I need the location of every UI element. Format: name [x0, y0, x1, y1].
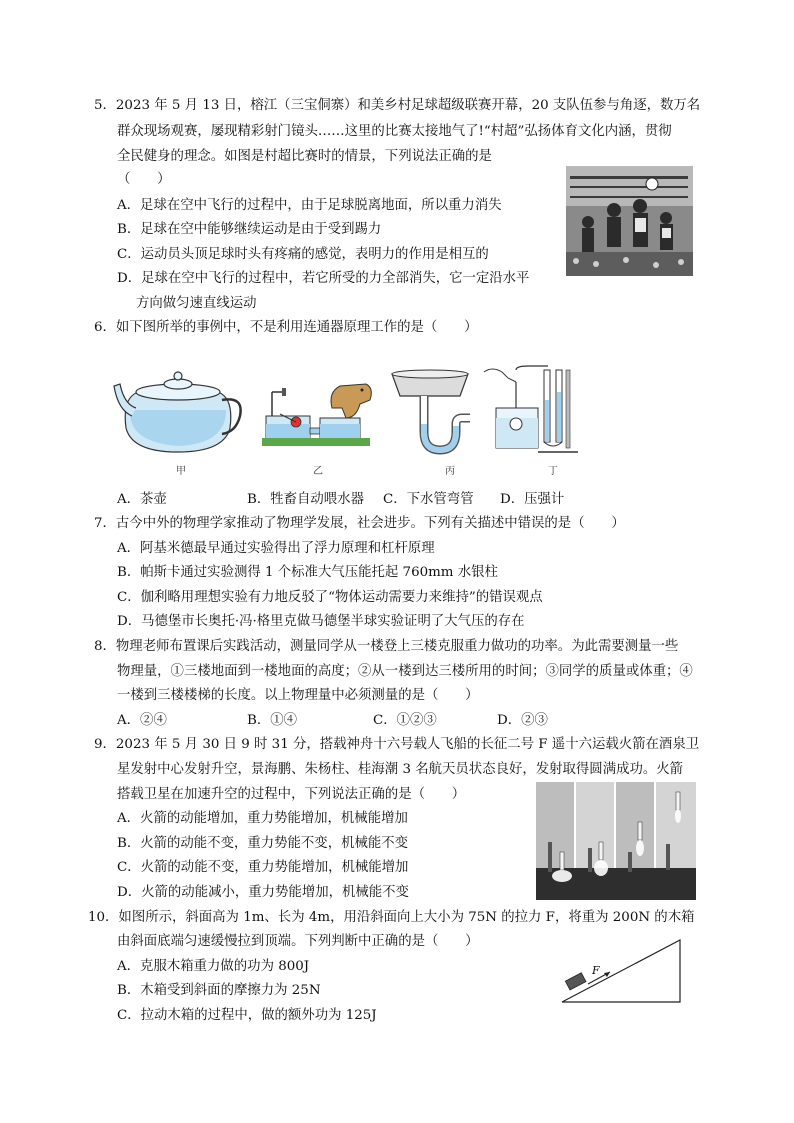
figure-caption-bing: 丙 [445, 466, 455, 477]
q8-option-a[interactable]: A．②④ [117, 713, 167, 728]
q5-option-d-cont: 方向做匀速直线运动 [136, 296, 257, 311]
rocket-launch-photo [536, 782, 696, 900]
q5-answer-blank: （ ） [117, 172, 171, 187]
q9-option-d[interactable]: D．火箭的动能减小，重力势能增加，机械能不变 [117, 885, 409, 900]
q10-option-b[interactable]: B．木箱受到斜面的摩擦力为 25N [117, 983, 321, 998]
figure-caption-jia: 甲 [176, 466, 186, 477]
force-label: F [592, 964, 600, 977]
q8-stem-line3: 一楼到三楼楼梯的长度。以上物理量中必须测量的是（ ） [117, 688, 479, 703]
q8-options-row [117, 712, 677, 730]
q8-option-b[interactable]: B．①④ [247, 713, 298, 728]
livestock-waterer-figure [262, 378, 376, 452]
q9-stem-line1: 9．2023 年 5 月 30 日 9 时 31 分，搭载神舟十六号载人飞船的长征二号 F 遥十六运载火箭在酒泉卫 [94, 737, 700, 752]
q6-stem: 6．如下图所举的事例中，不是利用连通器原理工作的是（ ） [94, 320, 478, 335]
q5-stem-line1: 5．2023 年 5 月 13 日，榕江（三宝侗寨）和美乡村足球超级联赛开幕，20 支队伍参与角逐，数万名 [94, 98, 701, 113]
q8-option-c[interactable]: C．①②③ [373, 713, 437, 728]
q7-option-a[interactable]: A．阿基米德最早通过实验得出了浮力原理和杠杆原理 [117, 541, 435, 556]
q7-option-b[interactable]: B．帕斯卡通过实验测得 1 个标准大气压能托起 760mm 水银柱 [117, 565, 498, 580]
q5-option-d[interactable]: D．足球在空中飞行的过程中，若它所受的力全部消失，它一定沿水平 [117, 271, 530, 286]
pressure-gauge-figure [478, 364, 582, 458]
q8-stem-line2: 物理量，①三楼地面到一楼地面的高度；②从一楼到达三楼所用的时间；③同学的质量或体重；④ [117, 664, 693, 679]
q5-option-a[interactable]: A．足球在空中飞行的过程中，由于足球脱离地面，所以重力消失 [117, 198, 502, 213]
q5-option-b[interactable]: B．足球在空中能够继续运动是由于受到踢力 [117, 222, 382, 237]
q7-option-d[interactable]: D．马德堡市长奥托·冯·格里克做马德堡半球实验证明了大气压的存在 [117, 614, 525, 629]
figure-caption-yi: 乙 [313, 466, 323, 477]
teapot-figure [112, 356, 246, 456]
q9-option-a[interactable]: A．火箭的动能增加，重力势能增加，机械能增加 [117, 811, 408, 826]
q5-stem-line2: 群众现场观赛，屡现精彩射门镜头……这里的比赛太接地气了!“村超”弘扬体育文化内涵，贯彻 [117, 124, 672, 139]
q5-option-c[interactable]: C．运动员头顶足球时头有疼痛的感觉，表明力的作用是相互的 [117, 247, 489, 262]
q8-stem-line1: 8．物理老师布置课后实践活动，测量同学从一楼登上三楼克服重力做功的功率。为此需要测量一些 [94, 639, 679, 654]
q6-option-a[interactable]: A．茶壶 [117, 492, 167, 507]
q6-option-d[interactable]: D．压强计 [500, 492, 565, 507]
q6-options-row [117, 491, 677, 509]
q9-option-c[interactable]: C．火箭的动能不变，重力势能增加，机械能增加 [117, 860, 409, 875]
q5-stem-line3: 全民健身的理念。如图是村超比赛时的情景，下列说法正确的是 [117, 149, 492, 164]
q10-option-c[interactable]: C．拉动木箱的过程中，做的额外功为 125J [117, 1008, 377, 1023]
q6-option-b[interactable]: B．牲畜自动喂水器 [247, 492, 364, 507]
drain-pipe-figure [388, 366, 472, 458]
q7-option-c[interactable]: C．伽利略用理想实验有力地反驳了“物体运动需要力来维持”的错误观点 [117, 590, 543, 605]
q9-stem-line2: 星发射中心发射升空，景海鹏、朱杨柱、桂海潮 3 名航天员状态良好，发射取得圆满成功。火箭 [117, 762, 684, 777]
figure-caption-ding: 丁 [548, 466, 558, 477]
q9-stem-line3: 搭载卫星在加速升空的过程中，下列说法正确的是（ ） [117, 787, 466, 802]
q7-stem: 7．古今中外的物理学家推动了物理学发展，社会进步。下列有关描述中错误的是（ ） [94, 516, 625, 531]
q6-option-c[interactable]: C．下水管弯管 [383, 492, 474, 507]
soccer-match-photo [566, 166, 693, 276]
incline-plane-figure [556, 936, 688, 1008]
q10-option-a[interactable]: A．克服木箱重力做的功为 800J [117, 959, 310, 974]
q10-stem-line1: 10．如图所示，斜面高为 1m、长为 4m，用沿斜面向上大小为 75N 的拉力 F，将重为 200N 的木箱 [88, 910, 695, 925]
q8-option-d[interactable]: D．②③ [497, 713, 548, 728]
q10-stem-line2: 由斜面底端匀速缓慢拉到顶端。下列判断中正确的是（ ） [117, 934, 479, 949]
q9-option-b[interactable]: B．火箭的动能不变，重力势能不变，机械能不变 [117, 836, 409, 851]
